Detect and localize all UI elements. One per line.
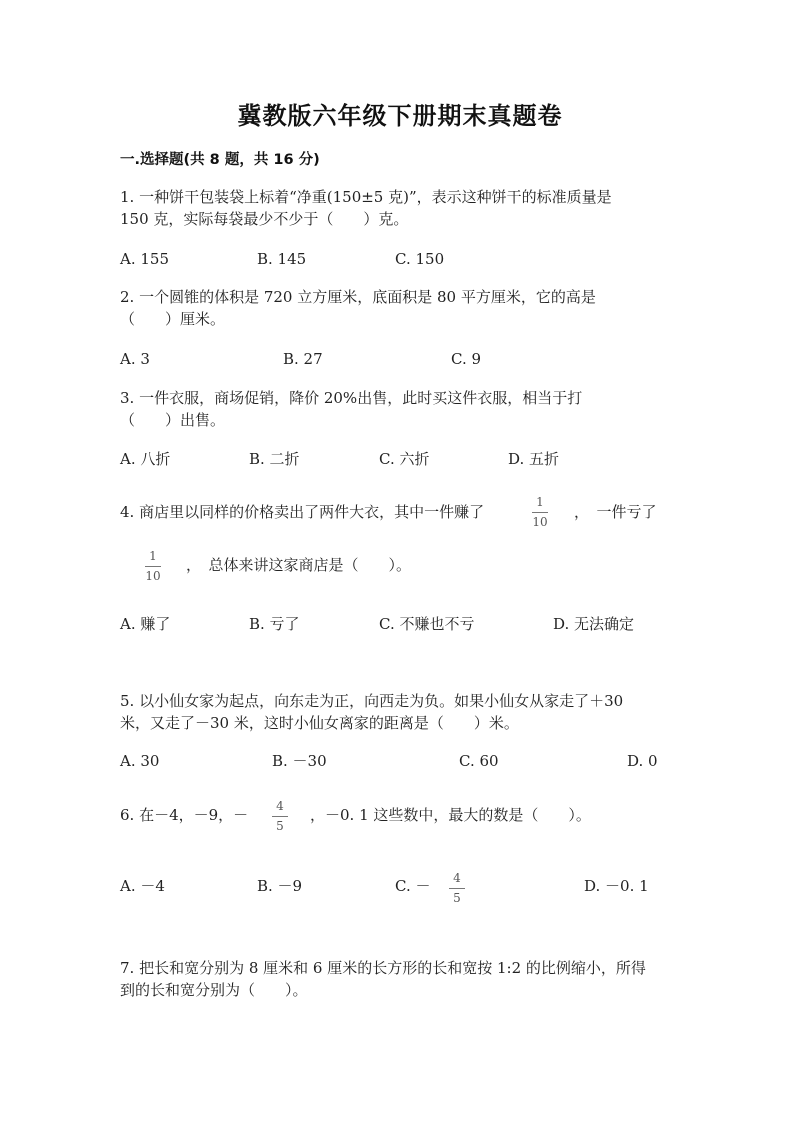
question-4-text-3: ， 总体来讲这家商店是（ ）。 (186, 556, 412, 574)
question-1-line-2: 150 克，实际每袋最少不少于（ ）克。 (120, 210, 409, 228)
exam-title: 冀教版六年级下册期末真题卷 (237, 102, 563, 130)
question-4-text-2: ， 一件亏了 (574, 503, 657, 521)
question-4-text-1: 4. 商店里以同样的价格卖出了两件大衣，其中一件赚了 (120, 503, 485, 521)
fraction-bar (449, 888, 465, 889)
question-1-option-b[interactable]: B. 145 (257, 250, 307, 268)
question-1-option-a[interactable]: A. 155 (120, 250, 169, 268)
question-6-option-c[interactable]: C. － (395, 877, 431, 895)
question-6-text-1: 6. 在－4，－9，－ (120, 806, 249, 824)
question-6-option-c-fraction (449, 872, 465, 905)
question-6-option-d[interactable]: D. －0. 1 (584, 877, 649, 895)
question-2-option-c[interactable]: C. 9 (451, 350, 482, 368)
question-2-line-1: 2. 一个圆锥的体积是 720 立方厘米，底面积是 80 平方厘米，它的高是 (120, 288, 596, 306)
section-heading: 一.选择题(共 8 题，共 16 分) (120, 152, 320, 168)
question-7-line-1: 7. 把长和宽分别为 8 厘米和 6 厘米的长方形的长和宽按 1:2 的比例缩小，所得 (120, 959, 646, 977)
question-4-option-a[interactable]: A. 赚了 (120, 615, 171, 633)
question-6-option-a[interactable]: A. －4 (120, 877, 165, 895)
question-3-line-1: 3. 一件衣服，商场促销，降价 20%出售，此时买这件衣服，相当于打 (120, 389, 583, 407)
question-2-line-2: （ ）厘米。 (120, 310, 226, 328)
question-1-option-c[interactable]: C. 150 (395, 250, 445, 268)
question-3-option-d[interactable]: D. 五折 (508, 450, 560, 468)
question-3-option-c[interactable]: C. 六折 (379, 450, 430, 468)
fraction-bar (145, 566, 161, 567)
fraction-bar (272, 816, 288, 817)
question-4-option-b[interactable]: B. 亏了 (249, 615, 300, 633)
question-5-option-a[interactable]: A. 30 (120, 752, 160, 770)
fraction-numerator: 1 (149, 549, 157, 563)
fraction-denominator: 10 (145, 569, 161, 583)
fraction-denominator: 10 (532, 515, 548, 529)
question-4-option-d[interactable]: D. 无法确定 (553, 615, 635, 633)
question-4-fraction-2 (145, 550, 161, 583)
question-5-option-c[interactable]: C. 60 (459, 752, 499, 770)
question-5-option-d[interactable]: D. 0 (627, 752, 658, 770)
question-2-option-a[interactable]: A. 3 (120, 350, 150, 368)
question-2-option-b[interactable]: B. 27 (283, 350, 323, 368)
question-1-line-1: 1. 一种饼干包装袋上标着“净重(150±5 克)”，表示这种饼干的标准质量是 (120, 188, 612, 206)
question-3-option-a[interactable]: A. 八折 (120, 450, 171, 468)
question-3-line-2: （ ）出售。 (120, 411, 226, 429)
question-5-line-1: 5. 以小仙女家为起点，向东走为正，向西走为负。如果小仙女从家走了＋30 (120, 692, 624, 710)
question-6-fraction (272, 800, 288, 833)
fraction-denominator: 5 (453, 891, 461, 905)
fraction-numerator: 4 (276, 799, 284, 813)
question-7-line-2: 到的长和宽分别为（ ）。 (120, 981, 308, 999)
question-3-option-b[interactable]: B. 二折 (249, 450, 300, 468)
fraction-bar (532, 512, 548, 513)
fraction-numerator: 4 (453, 871, 461, 885)
fraction-denominator: 5 (276, 819, 284, 833)
question-5-option-b[interactable]: B. －30 (272, 752, 327, 770)
question-5-line-2: 米，又走了－30 米，这时小仙女离家的距离是（ ）米。 (120, 714, 519, 732)
fraction-numerator: 1 (536, 495, 544, 509)
question-6-option-b[interactable]: B. －9 (257, 877, 303, 895)
question-4-option-c[interactable]: C. 不赚也不亏 (379, 615, 475, 633)
question-6-text-2: ，－0. 1 这些数中，最大的数是（ ）。 (310, 806, 591, 824)
question-4-fraction-1 (532, 496, 548, 529)
